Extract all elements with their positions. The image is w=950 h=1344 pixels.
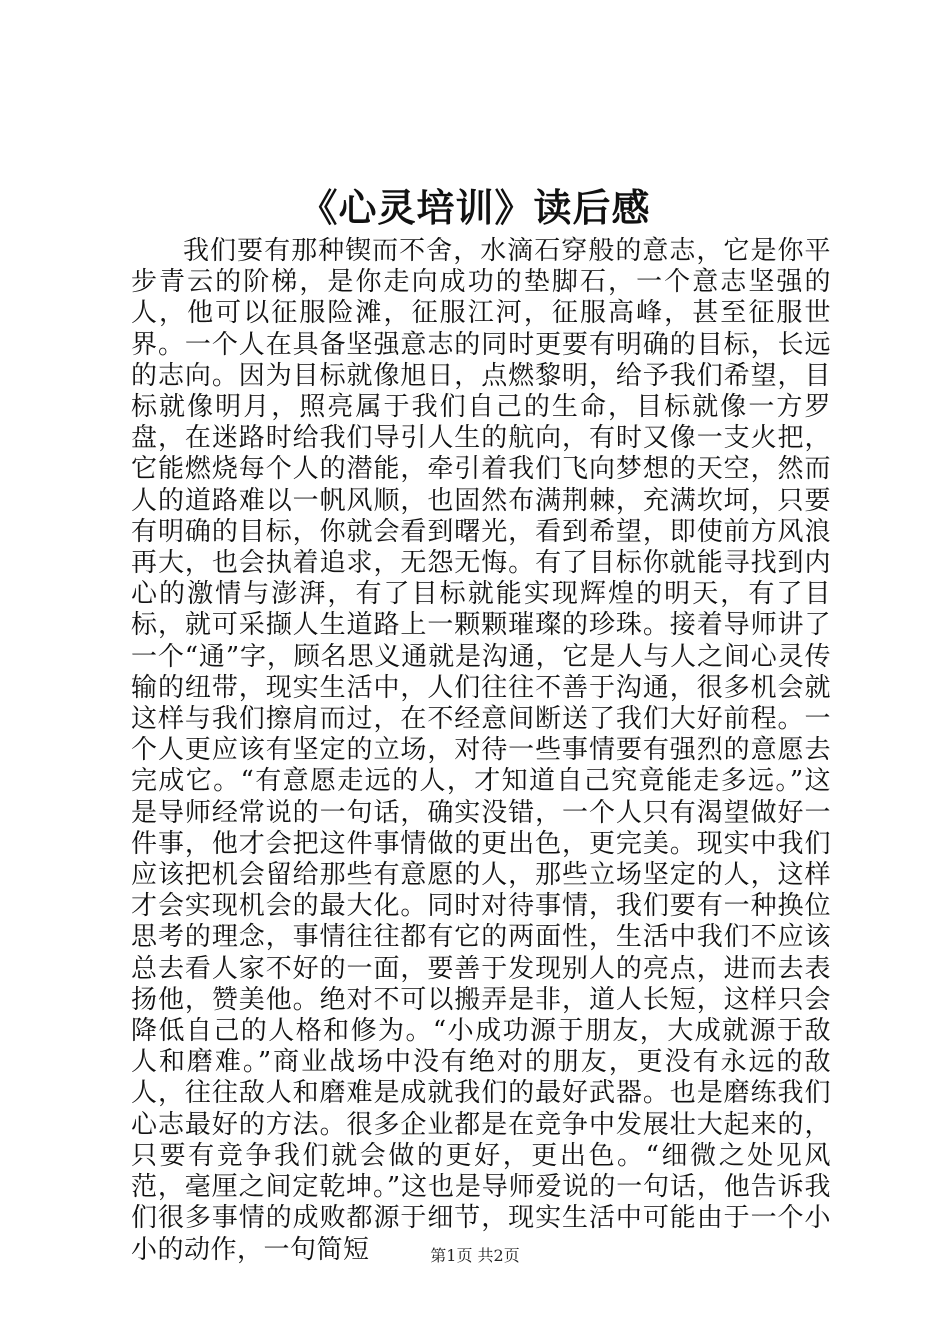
- page-number: 第1页 共2页: [430, 1246, 520, 1265]
- page-title: 《心灵培训》读后感: [299, 185, 651, 230]
- body-paragraph: 我们要有那种锲而不舍，水滴石穿般的意志，它是你平步青云的阶梯，是你走向成功的垫脚石，一个意志坚强的人，他可以征服险滩，征服江河，征服高峰，甚至征服世界。一个人在具备坚强意志的同时更要有明确的目标，长远的志向。因为目标就像旭日，点燃黎明，给予我们希望，目标就像明月，照亮属于我们自己的生命，目标就像一方罗盘，在迷路时给我们导引人生的航向，有时又像一支火把，它能燃烧每个人的潜能，牵引着我们飞向梦想的天空，然而人的道路难以一帆风顺，也固然布满荆棘，充满坎坷，只要有明确的目标，你就会看到曙光，看到希望，即使前方风浪再大，也会执着追求，无怨无悔。有了目标你就能寻找到内心的激情与澎湃，有了目标就能实现辉煌的明天，有了目标，就可采撷人生道路上一颗颗璀璨的珍珠。接着导师讲了一个“通”字，顾名思义通就是沟通，它是人与人之间心灵传输的纽带，现实生活中，人们往往不善于沟通，很多机会就这样与我们擦肩而过，在不经意间断送了我们大好前程。一个人更应该有坚定的立场，对待一些事情要有强烈的意愿去完成它。“有意愿走远的人，才知道自己究竟能走多远。”这是导师经常说的一句话，确实没错，一个人只有渴望做好一件事，他才会把这件事情做的更出色，更完美。现实中我们应该把机会留给那些有意愿的人，那些立场坚定的人，这样才会实现机会的最大化。同时对待事情，我们要有一种换位思考的理念，事情往往都有它的两面性，生活中我们不应该总去看人家不好的一面，要善于发现别人的亮点，进而去表扬他，赞美他。绝对不可以搬弄是非，道人长短，这样只会降低自己的人格和修为。“小成功源于朋友，大成就源于敌人和磨难。”商业战场中没有绝对的朋友，更没有永远的敌人，往往敌人和磨难是成就我们的最好武器。也是磨练我们心志最好的方法。很多企业都是在竞争中发展壮大起来的，只要有竞争我们就会做的更好，更出色。“细微之处见风范，毫厘之间定乾坤。”这也是导师爱说的一句话，他告诉我们很多事情的成败都源于细节，现实生活中可能由于一个小小的动作，一句简短: [131, 236, 831, 1265]
